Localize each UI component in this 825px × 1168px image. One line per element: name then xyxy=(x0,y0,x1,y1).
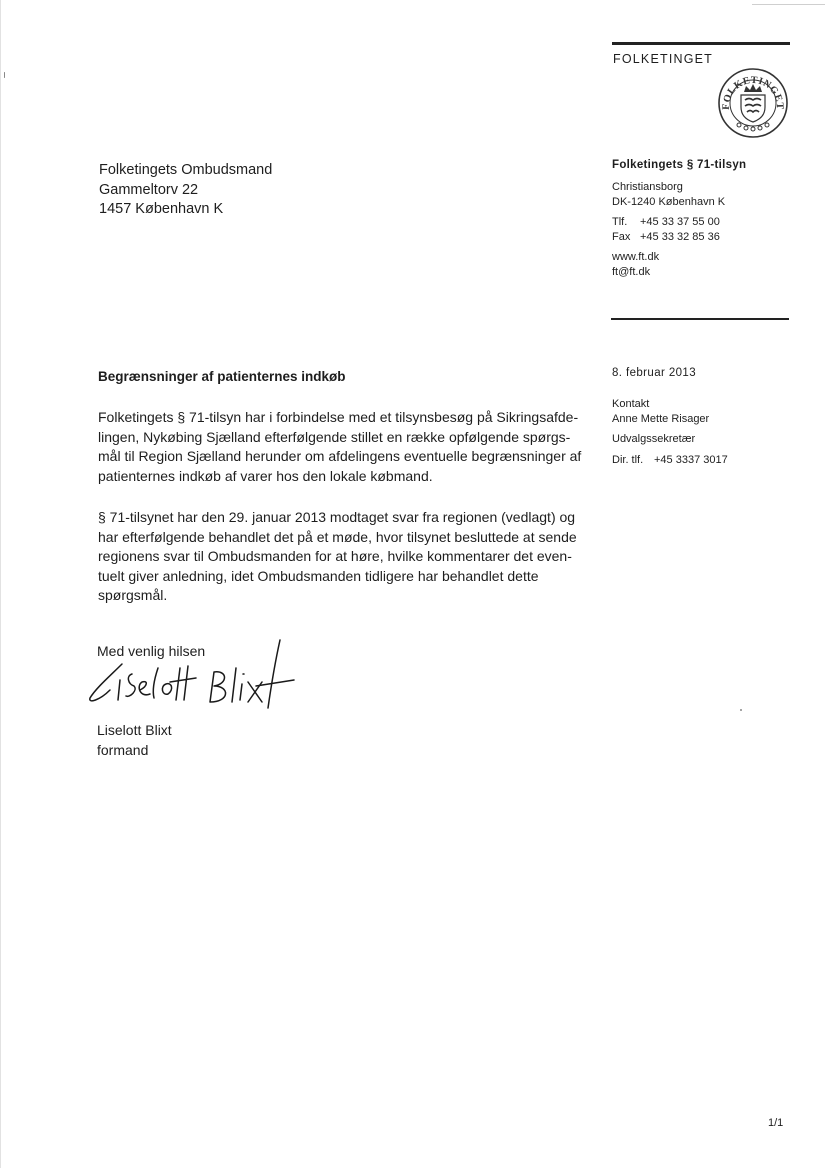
phone-number: +45 33 37 55 00 xyxy=(640,216,720,228)
seal-lettering: FOLKETINGET xyxy=(720,74,786,110)
website-link[interactable]: www.ft.dk xyxy=(612,251,660,263)
signer-name: Liselott Blixt xyxy=(97,722,172,738)
direct-phone-number: +45 3337 3017 xyxy=(654,453,728,466)
signer-block xyxy=(97,721,172,760)
recipient-line: Folketingets Ombudsmand xyxy=(99,162,273,178)
fax-label: Fax xyxy=(612,230,631,243)
sender-address xyxy=(612,180,725,209)
recipient-address xyxy=(99,161,272,220)
body-line: regionens svar til Ombudsmanden for at høre, hvilke kommentarer det even- xyxy=(98,548,572,564)
contact-name: Anne Mette Risager xyxy=(612,412,710,425)
recipient-line: 1457 København K xyxy=(99,201,224,217)
page-number: 1/1 xyxy=(768,1117,784,1129)
sender-address-line: DK-1240 København K xyxy=(612,195,726,208)
contact-role: Udvalgssekretær xyxy=(612,433,696,445)
body-line: § 71-tilsynet har den 29. januar 2013 modtaget svar fra regionen (vedlagt) og xyxy=(98,509,576,525)
body-line: spørgsmål. xyxy=(98,587,168,603)
letter-subject: Begrænsninger af patienternes indkøb xyxy=(98,369,346,384)
fax-number: +45 33 32 85 36 xyxy=(640,230,720,243)
body-line: patienternes indkøb af varer hos den lokale købmand. xyxy=(98,467,433,484)
letter-date: 8. februar 2013 xyxy=(612,367,697,379)
recipient-line: Gammeltorv 22 xyxy=(99,181,199,198)
body-line: har efterfølgende behandlet det på et møde, hvor tilsynet besluttede at sende xyxy=(98,528,577,545)
sender-phone-block xyxy=(612,215,720,244)
body-line: lingen, Nykøbing Sjælland efterfølgende stillet en række opfølgende spørgs- xyxy=(98,428,571,445)
scan-edge xyxy=(0,0,1,1168)
handwritten-signature xyxy=(80,628,300,710)
letterhead-divider-rule xyxy=(611,318,789,320)
letterhead-top-rule xyxy=(612,42,790,45)
body-paragraph-2 xyxy=(98,508,588,606)
body-line: Folketingets § 71-tilsyn har i forbindelse med et tilsynsbesøg på Sikringsafde- xyxy=(98,409,579,425)
sender-web-block xyxy=(612,250,659,279)
fax-row xyxy=(612,230,720,245)
contact-block xyxy=(612,397,728,467)
sender-address-line: Christiansborg xyxy=(612,181,683,193)
closing-phrase: Med venlig hilsen xyxy=(97,643,206,659)
letterhead-brand: FOLKETINGET xyxy=(613,52,714,66)
sender-name: Folketingets § 71-tilsyn xyxy=(612,159,747,171)
contact-label: Kontakt xyxy=(612,398,650,410)
direct-phone-label: Dir. tlf. xyxy=(612,453,644,466)
folketinget-seal-icon xyxy=(717,67,789,139)
phone-row xyxy=(612,215,720,230)
scan-speck xyxy=(4,72,5,78)
body-line: mål til Region Sjælland herunder om afdelingens eventuelle begrænsninger af xyxy=(98,448,582,464)
phone-label: Tlf. xyxy=(612,216,628,228)
email-link[interactable]: ft@ft.dk xyxy=(612,265,651,278)
scan-corner-line xyxy=(752,4,825,5)
body-line: tuelt giver anledning, idet Ombudsmanden tidligere har behandlet dette xyxy=(98,567,539,584)
scan-speck xyxy=(740,709,742,711)
signer-title: formand xyxy=(97,741,149,758)
body-paragraph-1 xyxy=(98,408,588,486)
direct-phone-row xyxy=(612,453,728,468)
